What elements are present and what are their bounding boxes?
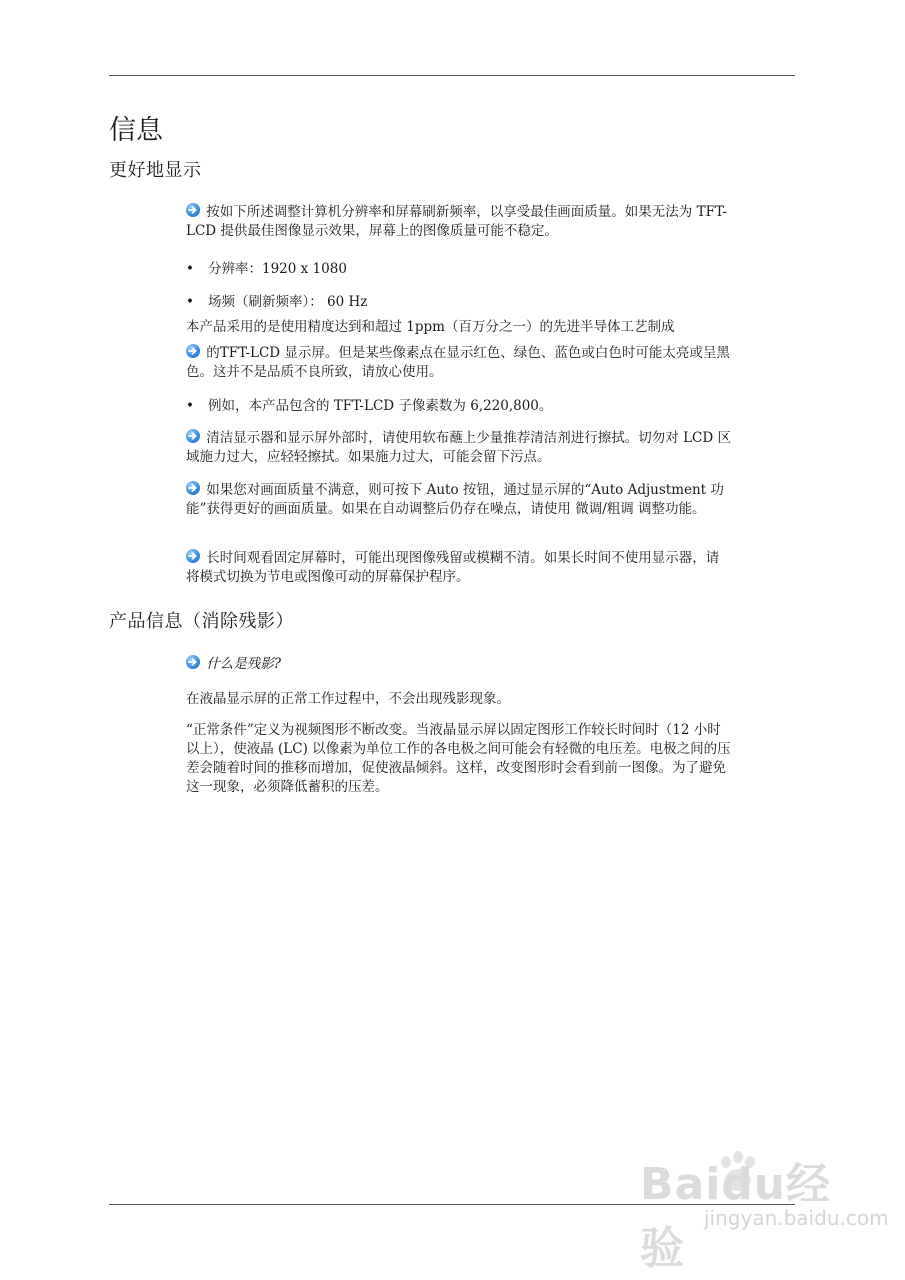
list-item-text: 分辨率：1920 x 1080 xyxy=(208,261,347,277)
para-text: 按如下所述调整计算机分辨率和屏幕刷新频率，以享受最佳画面质量。如果无法为 TFT-LCD 提供最佳图像显示效果，屏幕上的图像质量可能不稳定。 xyxy=(186,204,727,239)
section-heading-display: 更好地显示 xyxy=(109,160,202,181)
watermark-url: jingyan.baidu.com xyxy=(704,1206,889,1230)
para-text: 长时间观看固定屏幕时，可能出现图像残留或模糊不清。如果长时间不使用显示器，请将模式切换为节电或图像可动的屏幕保护程序。 xyxy=(186,550,720,585)
list-item: • 例如，本产品包含的 TFT-LCD 子像素数为 6,220,800。 xyxy=(186,398,553,414)
arrow-right-icon xyxy=(186,429,200,443)
watermark-logo: Baidu经验 xyxy=(640,1159,832,1274)
para-resolution xyxy=(186,203,732,241)
list-item: • 场频（刷新频率）： 60 Hz xyxy=(186,294,368,310)
para-pixels-a: 本产品采用的是使用精度达到和超过 1ppm（百万分之一）的先进半导体工艺制成 xyxy=(186,319,675,335)
para-text: 清洁显示器和显示屏外部时，请使用软布蘸上少量推荐清洁剂进行擦拭。切勿对 LCD 区域施力过大，应轻轻擦拭。如果施力过大，可能会留下污点。 xyxy=(186,430,731,465)
arrow-right-icon xyxy=(186,203,200,217)
page-title: 信息 xyxy=(109,115,163,146)
section-heading-afterimage: 产品信息（消除残影） xyxy=(109,611,294,632)
question-text: 什么是残影? xyxy=(206,656,282,672)
arrow-right-icon xyxy=(186,481,200,495)
question xyxy=(186,655,732,674)
list-item-text: 例如，本产品包含的 TFT-LCD 子像素数为 6,220,800。 xyxy=(208,398,553,414)
arrow-right-icon xyxy=(186,344,200,358)
arrow-right-icon xyxy=(186,549,200,563)
para-cleaning xyxy=(186,429,732,467)
para-pixels-b xyxy=(186,344,732,382)
para-normal: 在液晶显示屏的正常工作过程中，不会出现残影现象。 xyxy=(186,691,510,707)
para-text: 的TFT-LCD 显示屏。但是某些像素点在显示红色、绿色、蓝色或白色时可能太亮或呈黑色。这并不是品质不良所致，请放心使用。 xyxy=(186,345,730,380)
arrow-right-icon xyxy=(186,655,200,669)
para-text: 如果您对画面质量不满意，则可按下 Auto 按钮，通过显示屏的“Auto Adjustment 功能”获得更好的画面质量。如果在自动调整后仍存在噪点，请使用 微调/粗调 调整功能。 xyxy=(186,482,724,517)
para-auto-adjust xyxy=(186,481,732,519)
baidu-watermark xyxy=(640,1148,889,1274)
para-explanation: “正常条件”定义为视频图形不断改变。当液晶显示屏以固定图形工作较长时间时（12 小时以上），使液晶 (LC) 以像素为单位工作的各电极之间可能会有轻微的电压差。电极之间的压差会随着时间的推移而增加，促使液晶倾斜。这样，改变图形时会看到前一图像。为了避免这一现象，必须降低蓄积的压差。 xyxy=(186,722,731,795)
list-item-text: 场频（刷新频率）： 60 Hz xyxy=(208,294,368,310)
top-rule xyxy=(109,75,795,76)
para-screensaver xyxy=(186,549,732,587)
list-item: • 分辨率：1920 x 1080 xyxy=(186,261,347,277)
